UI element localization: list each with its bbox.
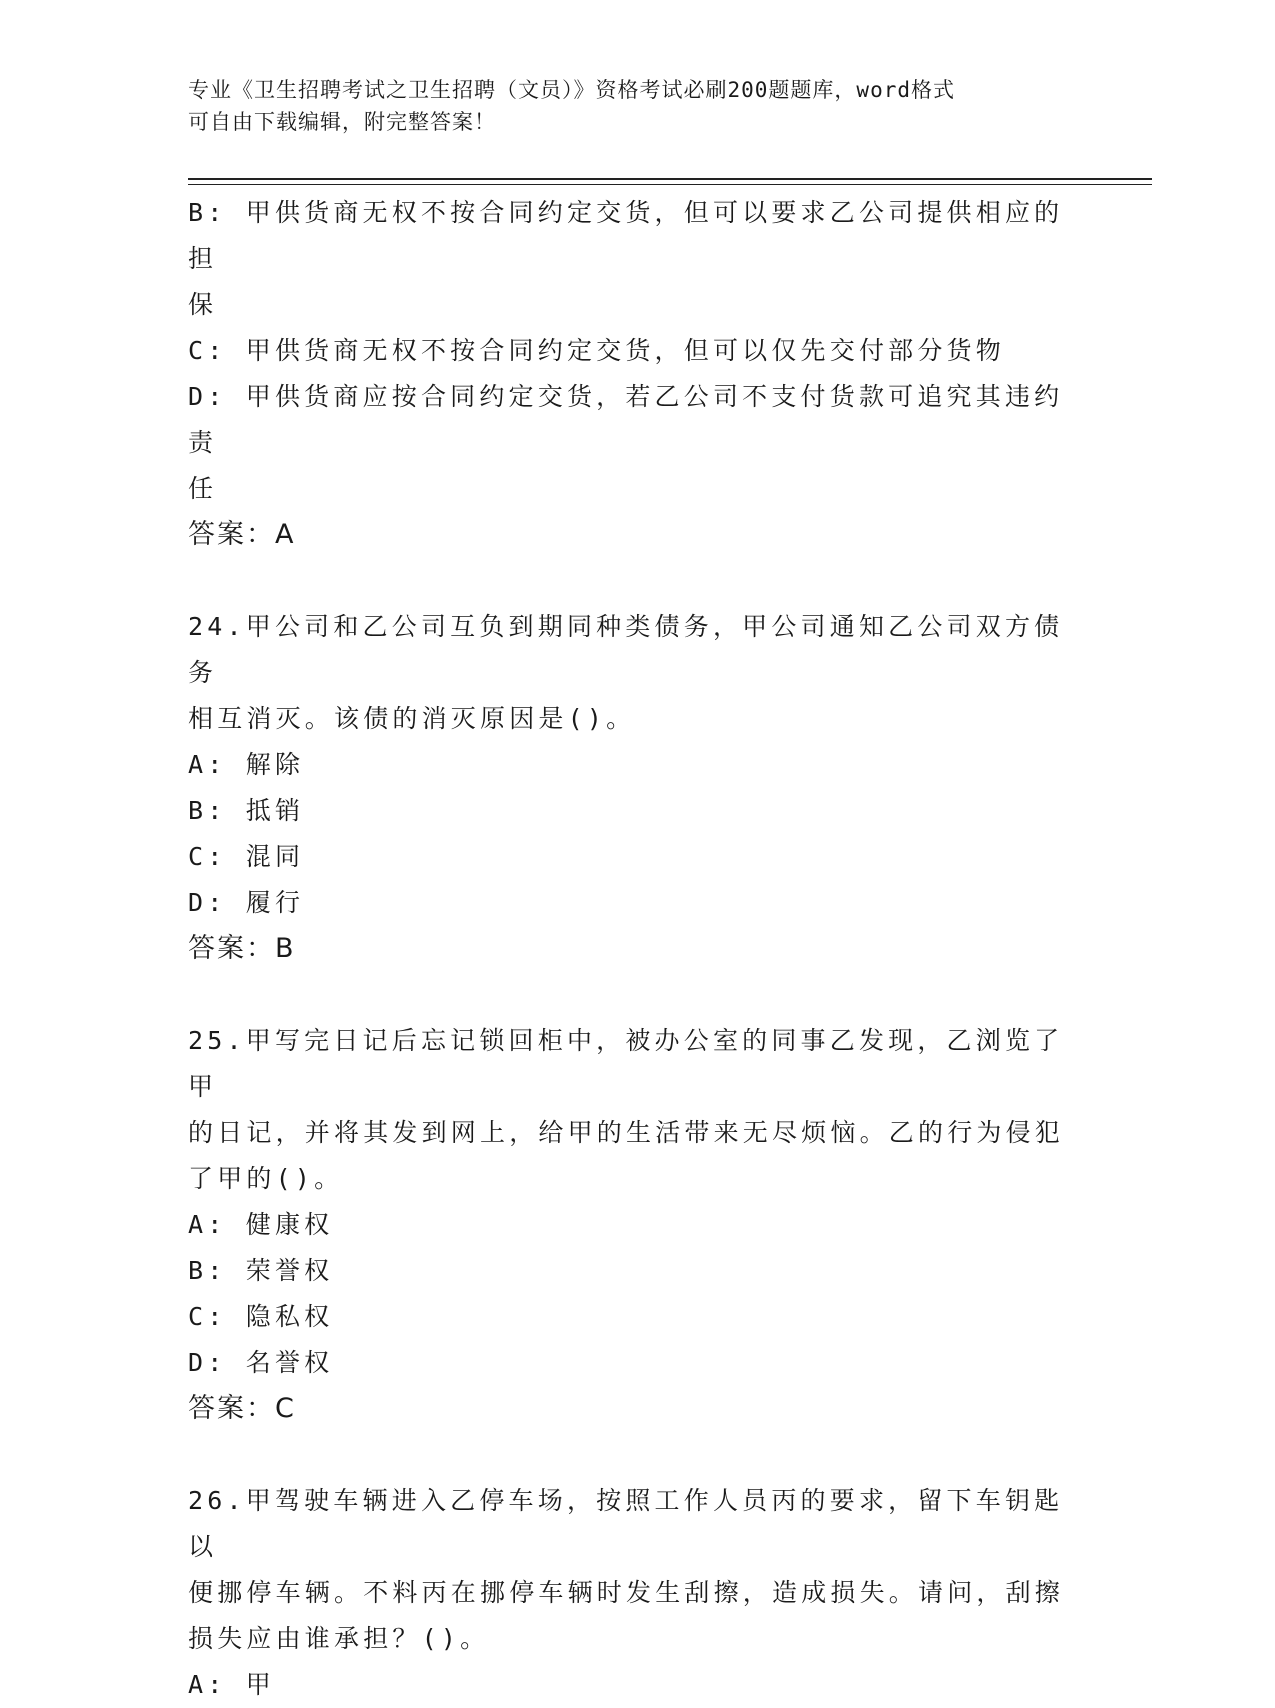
option-a: A: 解除 [188, 750, 305, 779]
option-b: B: 抵销 [188, 796, 305, 825]
option-a: A: 甲 [188, 1670, 275, 1699]
option-b-line-2: 保 [188, 290, 218, 319]
question-23-tail [188, 190, 1088, 558]
header-line-2: 可自由下载编辑，附完整答案！ [188, 110, 496, 134]
spacer [188, 1432, 1088, 1478]
option-d: D: 名誉权 [188, 1348, 334, 1377]
spacer [188, 972, 1088, 1018]
answer: 答案：B [188, 933, 296, 964]
header-rule-thick [188, 178, 1152, 180]
option-c: C: 混同 [188, 842, 305, 871]
option-c: C: 隐私权 [188, 1302, 334, 1331]
question-25 [188, 1018, 1088, 1432]
header-line-1: 专业《卫生招聘考试之卫生招聘（文员）》资格考试必刷200题题库，word格式 [188, 78, 955, 102]
answer: 答案：C [188, 1393, 296, 1424]
answer: 答案：A [188, 519, 296, 550]
option-b-line-1: B: 甲供货商无权不按合同约定交货，但可以要求乙公司提供相应的担 [188, 198, 1064, 273]
question-stem-line-1: 26.甲驾驶车辆进入乙停车场，按照工作人员丙的要求，留下车钥匙以 [188, 1486, 1064, 1561]
question-stem-line-3: 了甲的()。 [188, 1164, 344, 1193]
question-stem-line-2: 相互消灭。该债的消灭原因是()。 [188, 704, 636, 733]
option-d: D: 履行 [188, 888, 305, 917]
option-c: C: 甲供货商无权不按合同约定交货，但可以仅先交付部分货物 [188, 336, 1005, 365]
question-content [188, 190, 1088, 1708]
spacer [188, 558, 1088, 604]
header-rule-thin [188, 184, 1152, 185]
question-stem-line-2: 的日记，并将其发到网上，给甲的生活带来无尽烦恼。乙的行为侵犯 [188, 1118, 1065, 1147]
question-stem-line-3: 损失应由谁承担？()。 [188, 1624, 490, 1653]
option-d-line-1: D: 甲供货商应按合同约定交货，若乙公司不支付货款可追究其违约责 [188, 382, 1064, 457]
option-d-line-2: 任 [188, 474, 218, 503]
question-stem-line-1: 24.甲公司和乙公司互负到期同种类债务，甲公司通知乙公司双方债务 [188, 612, 1064, 687]
option-a: A: 健康权 [188, 1210, 334, 1239]
option-b: B: 荣誉权 [188, 1256, 334, 1285]
question-stem-line-1: 25.甲写完日记后忘记锁回柜中，被办公室的同事乙发现，乙浏览了甲 [188, 1026, 1064, 1101]
question-26 [188, 1478, 1088, 1708]
question-stem-line-2: 便挪停车辆。不料丙在挪停车辆时发生刮擦，造成损失。请问，刮擦 [188, 1578, 1065, 1607]
page-header [188, 74, 1068, 138]
question-24 [188, 604, 1088, 972]
